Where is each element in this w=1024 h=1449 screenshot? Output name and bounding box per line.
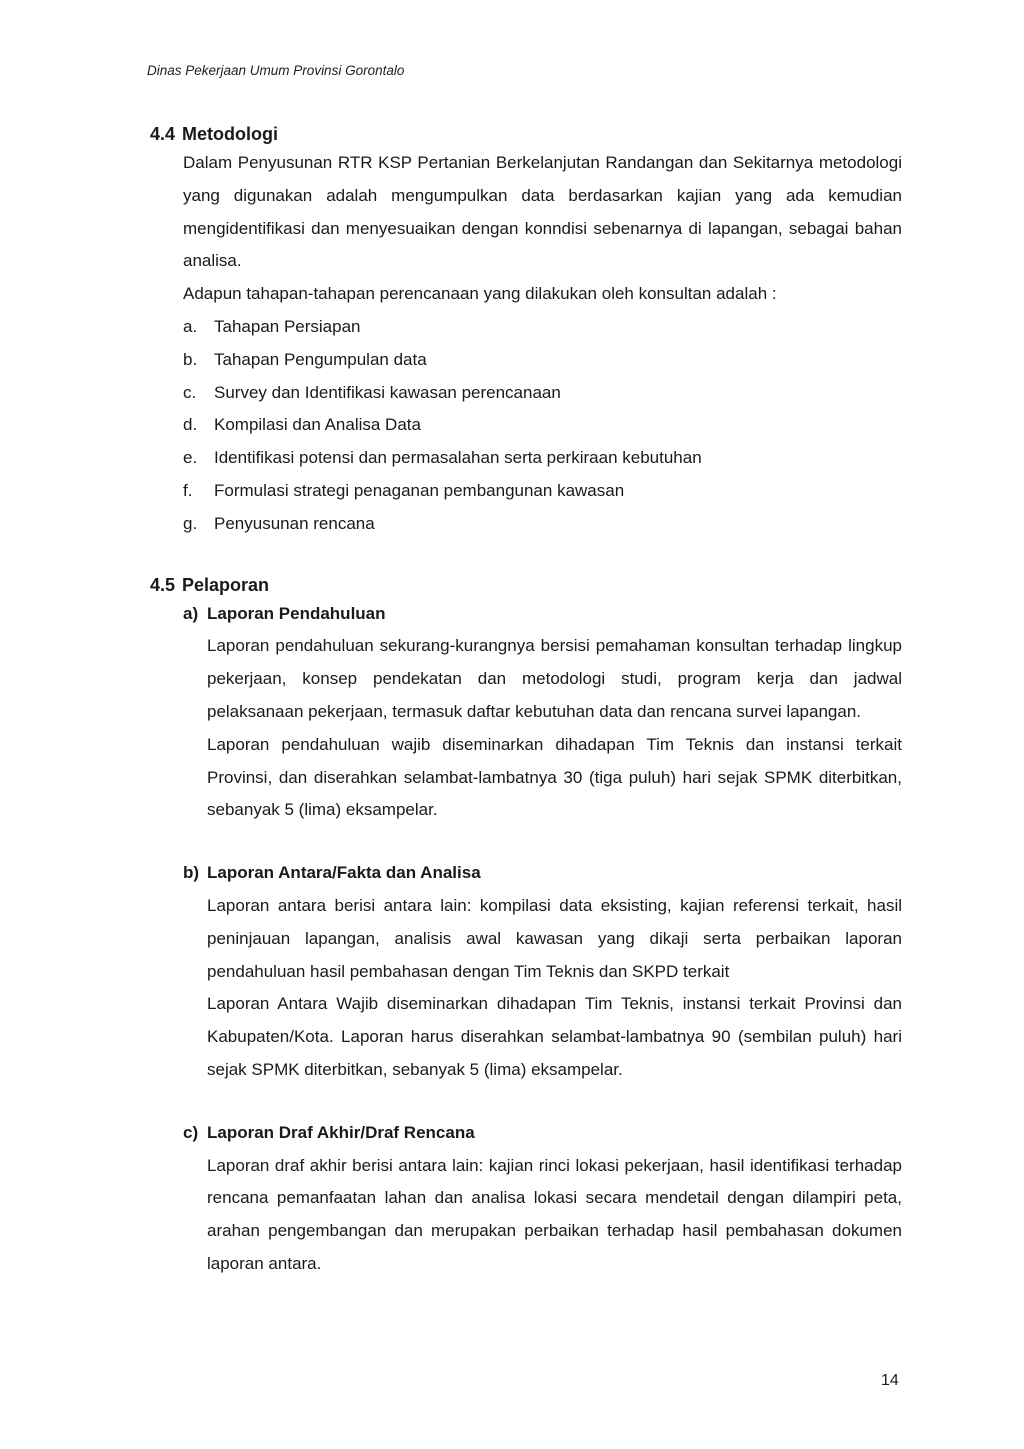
subsection-paragraph: Laporan draf akhir berisi antara lain: kajian rinci lokasi pekerjaan, hasil identifikasi terhadap rencana pemanfaatan lahan dan analisa lokasi secara mendetail dengan dilampiri peta, arahan pengembangan dan merupakan perbaikan terhadap hasil pembahasan dokumen laporan antara. bbox=[207, 1155, 902, 1273]
section-title: Metodologi bbox=[182, 124, 278, 144]
section-heading-pelaporan bbox=[150, 572, 902, 598]
section-heading-metodologi bbox=[150, 121, 902, 147]
subsection-paragraph: Laporan pendahuluan wajib diseminarkan dihadapan Tim Teknis dan instansi terkait Provinsi, dan diserahkan selambat-lambatnya 30 (tiga puluh) hari sejak SPMK diterbitkan, sebanyak 5 (lima) eksampelar. bbox=[207, 734, 902, 820]
subsection-laporan-pendahuluan bbox=[183, 598, 902, 828]
page-number: 14 bbox=[881, 1372, 899, 1389]
list-item: f. Formulasi strategi penaganan pembangunan kawasan bbox=[183, 480, 625, 500]
subsection-paragraph: Laporan Antara Wajib diseminarkan dihadapan Tim Teknis, instansi terkait Provinsi dan Kabupaten/Kota. Laporan harus diserahkan selambat-lambatnya 90 (sembilan puluh) hari sejak SPMK diterbitkan, sebanyak 5 (lima) eksampelar. bbox=[207, 994, 902, 1079]
list-item: b. Tahapan Pengumpulan data bbox=[183, 349, 427, 369]
subsection-heading: a) Laporan Pendahuluan bbox=[183, 603, 386, 623]
subsection-laporan-draf-akhir bbox=[183, 1117, 902, 1281]
subsection-paragraph: Laporan antara berisi antara lain: kompilasi data eksisting, kajian referensi terkait, hasil peninjauan lapangan, analisis awal kawasan yang dikaji serta perbaikan laporan pendahuluan hasil pembahasan dengan Tim Teknis dan SKPD terkait bbox=[207, 895, 902, 981]
section-title: Pelaporan bbox=[182, 574, 270, 595]
metodologi-body bbox=[183, 147, 902, 541]
list-item: c. Survey dan Identifikasi kawasan perencanaan bbox=[183, 382, 561, 402]
metodologi-intro-list: Adapun tahapan-tahapan perencanaan yang dilakukan oleh konsultan adalah : bbox=[183, 284, 777, 304]
metodologi-paragraph: Dalam Penyusunan RTR KSP Pertanian Berkelanjutan Randangan dan Sekitarnya metodologi yang digunakan adalah mengumpulkan data berdasarkan kajian yang ada kemudian mengidentifikasi dan menyesuaikan dengan konndisi sebenarnya di lapangan, sebagai bahan analisa. bbox=[183, 153, 902, 271]
document-body bbox=[150, 121, 902, 1281]
tahapan-list bbox=[183, 311, 902, 541]
subsection-laporan-antara bbox=[183, 857, 902, 1087]
list-item: g. Penyusunan rencana bbox=[183, 513, 375, 533]
section-number: 4.4 bbox=[150, 124, 176, 144]
subsection-heading: b) Laporan Antara/Fakta dan Analisa bbox=[183, 863, 481, 883]
subsection-heading: c) Laporan Draf Akhir/Draf Rencana bbox=[183, 1122, 475, 1142]
subsection-paragraph: Laporan pendahuluan sekurang-kurangnya bersisi pemahaman konsultan terhadap lingkup pekerjaan, konsep pendekatan dan metodologi studi, program kerja dan jadwal pelaksanaan pekerjaan, termasuk daftar kebutuhan data dan rencana survei lapangan. bbox=[207, 636, 902, 721]
section-number: 4.5 bbox=[150, 574, 176, 595]
running-header: Dinas Pekerjaan Umum Provinsi Gorontalo bbox=[147, 63, 405, 78]
list-item: d. Kompilasi dan Analisa Data bbox=[183, 415, 421, 435]
list-item: e. Identifikasi potensi dan permasalahan serta perkiraan kebutuhan bbox=[183, 448, 702, 468]
list-item: a. Tahapan Persiapan bbox=[183, 316, 361, 336]
